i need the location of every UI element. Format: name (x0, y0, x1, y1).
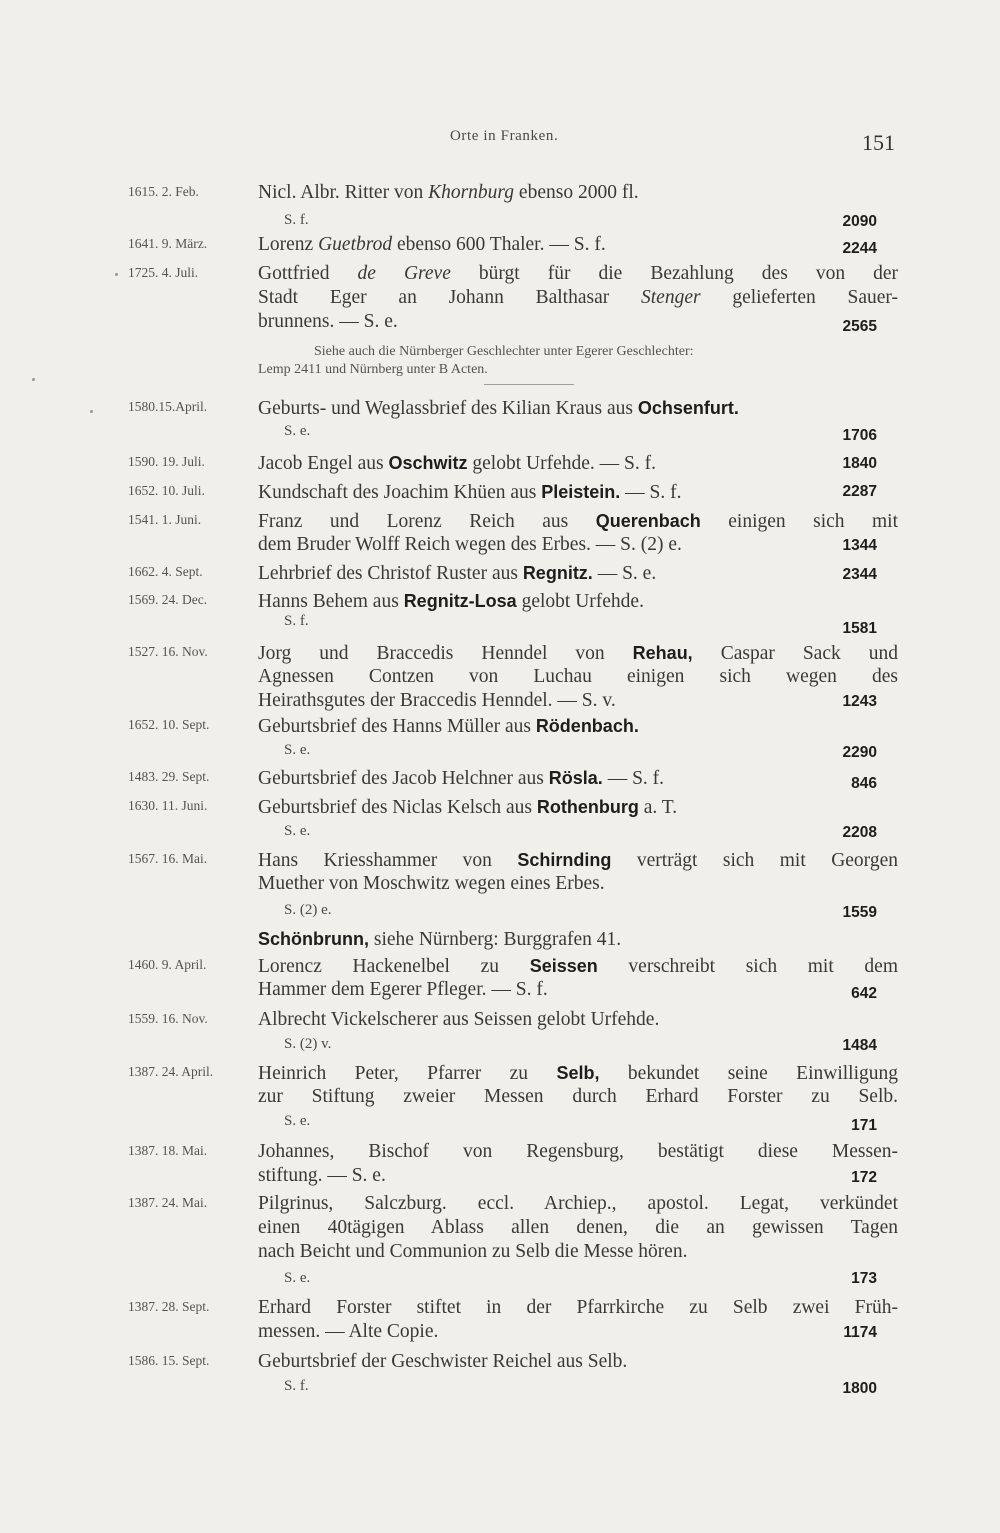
margin-speck (90, 410, 93, 413)
entry-text: Lorenz Guetbrod ebenso 600 Thaler. — S. f. (258, 234, 606, 255)
entry-text: dem Bruder Wolff Reich wegen des Erbes. — S. (2) e. (258, 534, 682, 555)
person-name-italic: Khornburg (428, 182, 515, 203)
archive-number: 2565 (842, 318, 877, 335)
seal-note: S. e. (284, 823, 311, 839)
archive-number: 2244 (842, 240, 877, 257)
seal-note: S. f. (284, 212, 309, 228)
entry-date: 1387. 24. April. (128, 1064, 214, 1079)
place-name: Ochsenfurt. (637, 398, 739, 418)
entry-text: brunnens. — S. e. (258, 311, 398, 332)
place-name: Rothenburg (536, 797, 639, 817)
entry-date: 1725. 4. Juli. (128, 265, 199, 280)
place-name: Rösla. (548, 768, 603, 788)
place-name: Rödenbach. (535, 716, 639, 736)
entry-date: 1483. 29. Sept. (128, 769, 210, 784)
entry-date: 1652. 10. Sept. (128, 717, 210, 732)
entry-text: Heirathsgutes der Braccedis Henndel. — S. v. (258, 690, 616, 711)
entry-text: Johannes, Bischof von Regensburg, bestätigt diese Messen- (258, 1141, 898, 1162)
page-number: 151 (862, 130, 895, 155)
entry-text: Lehrbrief des Christof Ruster aus Regnitz. — S. e. (258, 563, 657, 584)
archive-number: 2287 (842, 483, 877, 500)
place-name: Seissen (529, 956, 598, 976)
entry-text: messen. — Alte Copie. (258, 1321, 439, 1342)
archive-number: 171 (851, 1117, 877, 1134)
entry-text: Hammer dem Egerer Pfleger. — S. f. (258, 979, 548, 1000)
place-name: Regnitz. (522, 563, 593, 583)
archive-number: 1484 (842, 1037, 877, 1054)
cross-reference-note: Lemp 2411 und Nürnberg unter B Acten. (258, 362, 488, 377)
entry-text: Geburtsbrief des Hanns Müller aus Rödenbach. (258, 716, 639, 737)
entry-text: Erhard Forster stiftet in der Pfarrkirche zu Selb zwei Früh- (258, 1297, 898, 1318)
archive-number: 1706 (842, 427, 877, 444)
place-name: Schönbrunn, (258, 929, 369, 949)
archive-number: 173 (851, 1270, 877, 1287)
entry-date: 1652. 10. Juli. (128, 483, 205, 498)
seal-note: S. e. (284, 1113, 311, 1129)
seal-note: S. (2) v. (284, 1036, 332, 1052)
entry-date: 1387. 18. Mai. (128, 1143, 208, 1158)
entry-date: 1387. 28. Sept. (128, 1299, 210, 1314)
entry-date: 1541. 1. Juni. (128, 512, 202, 527)
archive-number: 1581 (842, 620, 877, 637)
entry-date: 1460. 9. April. (128, 957, 207, 972)
seal-note: S. f. (284, 1378, 309, 1394)
entry-text: Agnessen Contzen von Luchau einigen sich wegen des (258, 666, 898, 687)
archive-number: 2344 (842, 566, 877, 583)
seal-note: S. e. (284, 423, 311, 439)
entry-date: 1662. 4. Sept. (128, 564, 203, 579)
entry-text: Franz und Lorenz Reich aus Querenbach einigen sich mit (258, 511, 899, 532)
entry-text: Albrecht Vickelscherer aus Seissen gelobt Urfehde. (258, 1009, 660, 1030)
entry-text: Kundschaft des Joachim Khüen aus Pleistein. — S. f. (258, 482, 682, 503)
archive-number: 1243 (842, 693, 877, 710)
cross-reference-note: Siehe auch die Nürnberger Geschlechter unter Egerer Geschlechter: (314, 344, 694, 359)
entry-text: Lorencz Hackenelbel zu Seissen verschreibt sich mit dem (258, 956, 898, 977)
archive-number: 642 (851, 985, 877, 1002)
entry-text: Geburts- und Weglassbrief des Kilian Kraus aus Ochsenfurt. (258, 398, 739, 419)
person-name-italic: Stenger (641, 287, 701, 308)
entry-text: Muether von Moschwitz wegen eines Erbes. (258, 873, 605, 894)
margin-speck (32, 378, 35, 381)
entry-date: 1387. 24. Mai. (128, 1195, 208, 1210)
seal-note: S. f. (284, 613, 309, 629)
entry-text: Pilgrinus, Salczburg. eccl. Archiep., apostol. Legat, verkündet (258, 1193, 898, 1214)
archive-number: 2290 (842, 744, 877, 761)
entry-date: 1527. 16. Nov. (128, 644, 208, 659)
entry-text: Hans Kriesshammer von Schirnding verträgt sich mit Georgen (258, 850, 898, 871)
archive-number: 846 (851, 775, 877, 792)
entry-date: 1590. 19. Juli. (128, 454, 205, 469)
entry-text: Nicl. Albr. Ritter von Khornburg ebenso 2000 fl. (258, 182, 639, 203)
place-name: Oschwitz (388, 453, 468, 473)
entry-text: nach Beicht und Communion zu Selb die Messe hören. (258, 1241, 688, 1262)
entry-date: 1615. 2. Feb. (128, 184, 199, 199)
place-name: Rehau, (632, 643, 693, 663)
place-name: Querenbach (595, 511, 701, 531)
entry-date: 1580.15.April. (128, 399, 208, 414)
entry-text: Jorg und Braccedis Henndel von Rehau, Caspar Sack und (258, 643, 898, 664)
seal-note: S. (2) e. (284, 902, 332, 918)
entry-text: Heinrich Peter, Pfarrer zu Selb, bekundet seine Einwilligung (258, 1063, 898, 1084)
place-name: Pleistein. (541, 482, 621, 502)
entry-text: stiftung. — S. e. (258, 1165, 386, 1186)
place-name: Regnitz-Losa (403, 591, 517, 611)
entry-text: einen 40tägigen Ablass allen denen, die an gewissen Tagen (258, 1217, 898, 1238)
entry-text: Schönbrunn, siehe Nürnberg: Burggrafen 41. (258, 929, 622, 950)
seal-note: S. e. (284, 1270, 311, 1286)
archive-number: 1344 (842, 537, 877, 554)
entry-text: Gottfried de Greve bürgt für die Bezahlung des von der (258, 263, 898, 284)
entry-text: Stadt Eger an Johann Balthasar Stenger gelieferten Sauer- (258, 287, 898, 308)
entry-date: 1641. 9. März. (128, 236, 208, 251)
page-header (0, 128, 1000, 158)
archive-number: 2090 (842, 213, 877, 230)
entry-date: 1569. 24. Dec. (128, 592, 208, 607)
archive-number: 172 (851, 1169, 877, 1186)
entry-date: 1567. 16. Mai. (128, 851, 208, 866)
archive-number: 1559 (842, 904, 877, 921)
archive-number: 1800 (842, 1380, 877, 1397)
place-name: Schirnding (517, 850, 612, 870)
entry-text: Jacob Engel aus Oschwitz gelobt Urfehde. — S. f. (258, 453, 656, 474)
running-title: Orte in Franken. (450, 128, 559, 144)
entry-date: 1586. 15. Sept. (128, 1353, 210, 1368)
section-divider (484, 384, 574, 385)
archive-number: 1174 (843, 1324, 877, 1341)
entry-text: Hanns Behem aus Regnitz-Losa gelobt Urfehde. (258, 591, 644, 612)
person-name-italic: Guetbrod (318, 234, 393, 255)
archive-number: 1840 (842, 455, 877, 472)
entry-text: zur Stiftung zweier Messen durch Erhard Forster zu Selb. (258, 1086, 898, 1107)
archive-number: 2208 (842, 824, 877, 841)
person-name-italic: de Greve (357, 263, 451, 284)
entry-date: 1559. 16. Nov. (128, 1011, 208, 1026)
seal-note: S. e. (284, 742, 311, 758)
entry-text: Geburtsbrief der Geschwister Reichel aus Selb. (258, 1351, 628, 1372)
margin-speck (115, 273, 118, 276)
entry-date: 1630. 11. Juni. (128, 798, 208, 813)
entry-text: Geburtsbrief des Jacob Helchner aus Rösla. — S. f. (258, 768, 665, 789)
entry-text: Geburtsbrief des Niclas Kelsch aus Rothenburg a. T. (258, 797, 678, 818)
place-name: Selb, (556, 1063, 600, 1083)
